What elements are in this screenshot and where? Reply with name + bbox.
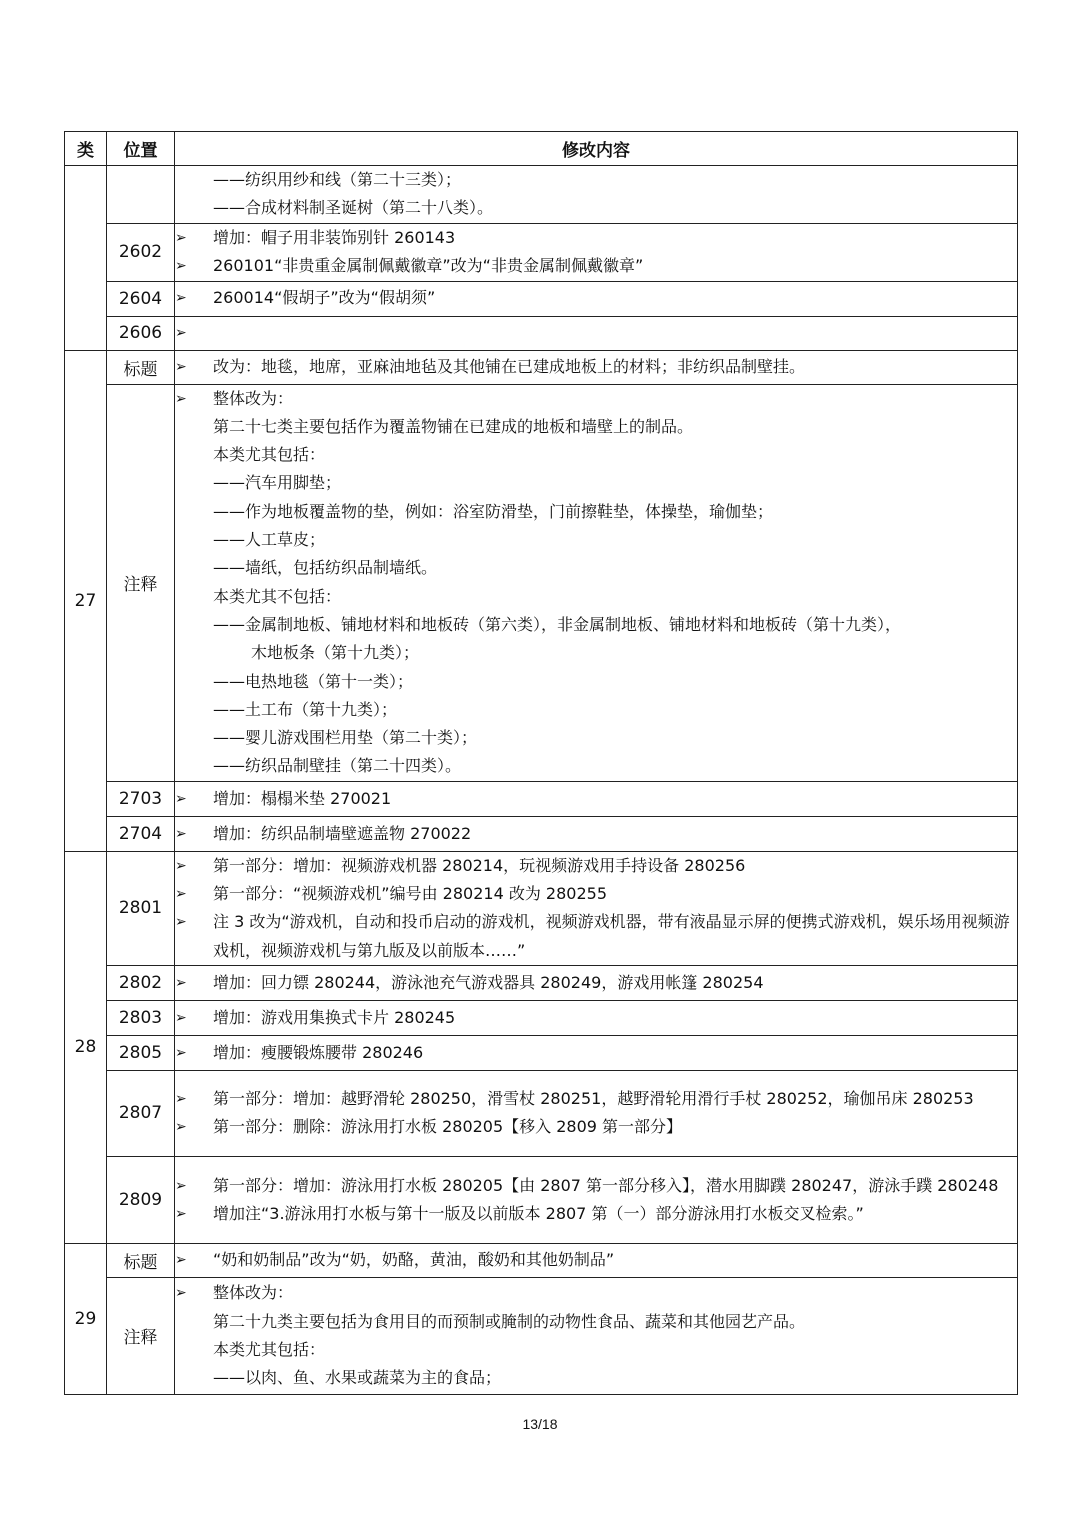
header-class: 类 [65, 132, 107, 166]
bullet-text: 整体改为： [213, 388, 294, 408]
bullet-text: 注 3 改为“游戏机，自动和投币启动的游戏机，视频游戏机器，带有液晶显示屏的便携式游戏机，娱乐场用视频游戏机，视频游戏机与第九版及以前版本……” [213, 912, 1010, 960]
header-content: 修改内容 [175, 132, 1018, 166]
bullet-arrow-icon: ➢ [175, 974, 187, 991]
position-cell: 注释 [107, 1277, 175, 1394]
text-line: 本类尤其包括： [213, 1339, 326, 1359]
bullet-text: 改为：地毯，地席，亚麻油地毡及其他铺在已建成地板上的材料；非纺织品制壁挂。 [213, 356, 806, 376]
class-cell-28: 28 [65, 851, 107, 1243]
bullet-text: 增加：游戏用集换式卡片 280245 [213, 1007, 456, 1027]
content-cell [175, 851, 1018, 965]
table-row [65, 1277, 1018, 1394]
table-row [65, 281, 1018, 316]
text-line: ——以肉、鱼、水果或蔬菜为主的食品； [213, 1368, 502, 1388]
table-row [65, 1070, 1018, 1156]
text-line: 第二十九类主要包括为食用目的而预制或腌制的动物性食品、蔬菜和其他园艺产品。 [213, 1311, 806, 1331]
position-cell: 2805 [107, 1035, 175, 1070]
position-cell: 2801 [107, 851, 175, 965]
content-cell [175, 1277, 1018, 1394]
content-cell [175, 1243, 1018, 1277]
position-cell: 标题 [107, 350, 175, 384]
content-cell [175, 1000, 1018, 1035]
bullet-arrow-icon: ➢ [175, 1091, 187, 1108]
text-line: 第二十七类主要包括作为覆盖物铺在已建成的地板和墙壁上的制品。 [213, 416, 694, 436]
text-line: ——墙纸，包括纺织品制墙纸。 [213, 558, 438, 578]
amendment-table [64, 131, 1018, 1395]
bullet-arrow-icon: ➢ [175, 1285, 187, 1302]
bullet-arrow-icon: ➢ [175, 886, 187, 903]
bullet-text: 第一部分：增加：越野滑轮 280250，滑雪杖 280251，越野滑轮用滑行手杖 280252，瑜伽吊床 280253 [213, 1089, 974, 1109]
position-cell: 2602 [107, 223, 175, 281]
bullet-arrow-icon: ➢ [175, 390, 187, 407]
position-cell: 2704 [107, 816, 175, 851]
content-cell [175, 1070, 1018, 1156]
bullet-arrow-icon: ➢ [175, 324, 187, 341]
bullet-text: 260101“非贵重金属制佩戴徽章”改为“非贵金属制佩戴徽章” [213, 256, 644, 276]
position-cell: 2703 [107, 781, 175, 816]
bullet-text: 260014“假胡子”改为“假胡须” [213, 288, 436, 308]
bullet-text: 增加：纺织品制墙壁遮盖物 270022 [213, 823, 472, 843]
text-line: ——汽车用脚垫； [213, 473, 342, 493]
bullet-text: 第一部分：增加：视频游戏机器 280214，玩视频游戏用手持设备 280256 [213, 855, 746, 875]
bullet-arrow-icon: ➢ [175, 790, 187, 807]
position-cell: 2807 [107, 1070, 175, 1156]
bullet-arrow-icon: ➢ [175, 1009, 187, 1026]
table-header-row [65, 132, 1018, 166]
table-row [65, 816, 1018, 851]
table-row [65, 1000, 1018, 1035]
text-line: ——人工草皮； [213, 530, 326, 550]
position-cell: 2606 [107, 316, 175, 350]
position-cell: 2809 [107, 1156, 175, 1243]
text-line: ——纺织用纱和线（第二十三类）； [213, 170, 462, 189]
content-cell [175, 384, 1018, 781]
text-line: ——土工布（第十九类）； [213, 699, 398, 719]
bullet-text: “奶和奶制品”改为“奶，奶酪，黄油，酸奶和其他奶制品” [213, 1250, 615, 1270]
text-line: 本类尤其包括： [213, 445, 326, 465]
bullet-arrow-icon: ➢ [175, 914, 187, 931]
table-row [65, 1156, 1018, 1243]
class-cell-29: 29 [65, 1243, 107, 1394]
bullet-text: 增加：帽子用非装饰别针 260143 [213, 227, 456, 247]
text-line: ——作为地板覆盖物的垫，例如：浴室防滑垫，门前擦鞋垫，体操垫，瑜伽垫； [213, 501, 774, 521]
bullet-arrow-icon: ➢ [175, 825, 187, 842]
bullet-text: 增加：瘦腰锻炼腰带 280246 [213, 1042, 424, 1062]
bullet-text: 整体改为： [213, 1283, 294, 1303]
content-cell [175, 350, 1018, 384]
bullet-arrow-icon: ➢ [175, 857, 187, 874]
bullet-text: 增加：榻榻米垫 270021 [213, 788, 392, 808]
bullet-arrow-icon: ➢ [175, 1177, 187, 1194]
content-cell [175, 816, 1018, 851]
position-cell: 2604 [107, 281, 175, 316]
content-cell [175, 965, 1018, 1000]
bullet-arrow-icon: ➢ [175, 1252, 187, 1269]
content-cell [175, 781, 1018, 816]
text-line: ——金属制地板、铺地材料和地板砖（第六类），非金属制地板、铺地材料和地板砖（第十九类）， [213, 614, 902, 634]
bullet-text: 第一部分：删除：游泳用打水板 280205【移入 2809 第一部分】 [213, 1117, 683, 1137]
table-row [65, 166, 1018, 224]
table-row [65, 1243, 1018, 1277]
text-line: ——婴儿游戏围栏用垫（第二十类）； [213, 728, 478, 748]
position-cell: 注释 [107, 384, 175, 781]
bullet-text: 增加：回力镖 280244，游泳池充气游戏器具 280249，游戏用帐篷 280254 [213, 972, 764, 992]
bullet-arrow-icon: ➢ [175, 229, 187, 246]
bullet-text: 第一部分：增加：游泳用打水板 280205【由 2807 第一部分移入】，潜水用脚蹼 280247，游泳手蹼 280248 [213, 1175, 999, 1195]
text-line: ——电热地毯（第十一类）； [213, 671, 414, 691]
position-cell: 2802 [107, 965, 175, 1000]
text-line: ——合成材料制圣诞树（第二十八类）。 [213, 198, 494, 218]
header-position: 位置 [107, 132, 175, 166]
content-cell [175, 166, 1018, 224]
table-row [65, 350, 1018, 384]
content-cell [175, 281, 1018, 316]
content-cell [175, 316, 1018, 350]
table-row [65, 851, 1018, 965]
bullet-arrow-icon: ➢ [175, 1205, 187, 1222]
table-row [65, 1035, 1018, 1070]
content-cell [175, 223, 1018, 281]
page-number: 13/18 [522, 1416, 558, 1432]
bullet-arrow-icon: ➢ [175, 290, 187, 307]
text-line: 本类尤其不包括： [213, 586, 342, 606]
content-cell [175, 1035, 1018, 1070]
text-line: ——纺织品制壁挂（第二十四类）。 [213, 756, 462, 776]
table-row [65, 781, 1018, 816]
class-cell-27: 27 [65, 350, 107, 851]
table-row [65, 316, 1018, 350]
bullet-text: 第一部分：“视频游戏机”编号由 280214 改为 280255 [213, 884, 607, 904]
position-cell: 2803 [107, 1000, 175, 1035]
position-cell: 标题 [107, 1243, 175, 1277]
table-row [65, 965, 1018, 1000]
position-cell [107, 166, 175, 224]
table-row [65, 384, 1018, 781]
text-line: 木地板条（第十九类）； [251, 643, 420, 663]
bullet-arrow-icon: ➢ [175, 258, 187, 275]
table-row [65, 223, 1018, 281]
bullet-arrow-icon: ➢ [175, 358, 187, 375]
bullet-arrow-icon: ➢ [175, 1044, 187, 1061]
content-cell [175, 1156, 1018, 1243]
bullet-arrow-icon: ➢ [175, 1119, 187, 1136]
class-cell-26 [65, 166, 107, 351]
bullet-text: 增加注“3.游泳用打水板与第十一版及以前版本 2807 第（一）部分游泳用打水板交叉检索。” [213, 1203, 864, 1223]
